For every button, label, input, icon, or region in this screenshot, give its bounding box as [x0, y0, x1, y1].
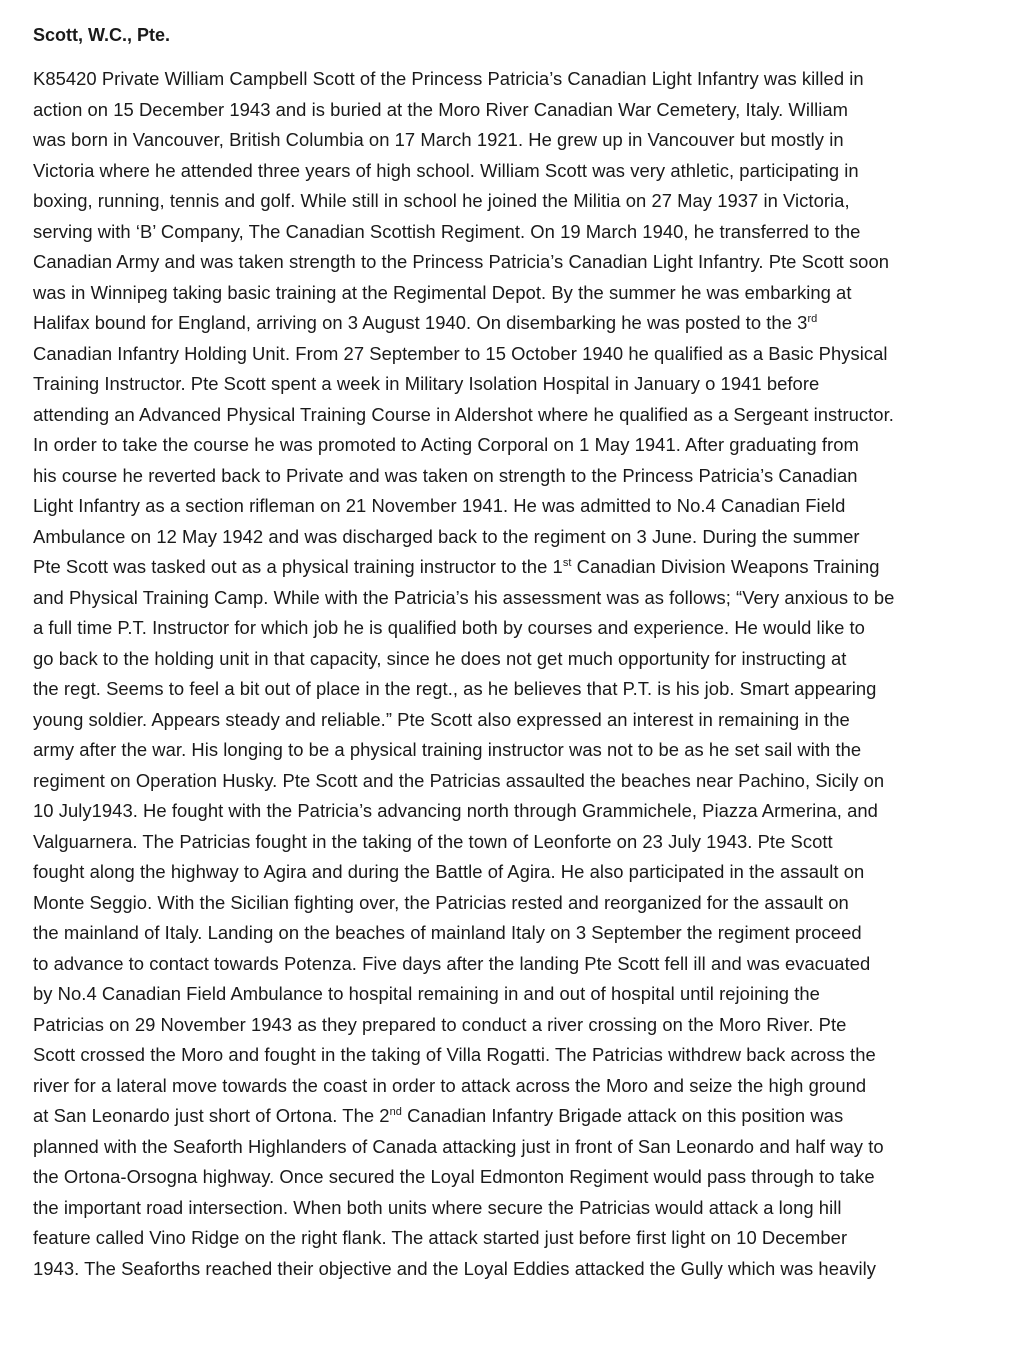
line-text: the Ortona-Orsogna highway. Once secured the Loyal Edmonton Regiment would pass through to take — [33, 1166, 875, 1187]
line-text: K85420 Private William Campbell Scott of the Princess Patricia’s Canadian Light Infantry was killed in — [33, 68, 864, 89]
line-text: was in Winnipeg taking basic training at the Regimental Depot. By the summer he was embarking at — [33, 281, 852, 303]
line-text: 10 July1943. He fought with the Patricia’s advancing north through Grammichele, Piazza Armerina, and — [33, 800, 878, 821]
line-text: young soldier. Appears steady and reliable.” Pte Scott also expressed an interest in remaining in the — [33, 708, 850, 730]
line-text: 1943. The Seaforths reached their objective and the Loyal Eddies attacked the Gully which was heavily — [33, 1257, 877, 1279]
text-line — [33, 186, 968, 217]
line-text: the important road intersection. When both units where secure the Patricias would attack a long hill — [33, 1196, 842, 1218]
text-line — [33, 705, 968, 736]
ordinal-superscript: st — [562, 557, 572, 569]
text-line — [33, 1223, 968, 1254]
ordinal-superscript: rd — [807, 313, 818, 325]
document-page — [33, 22, 968, 1284]
document-body — [33, 64, 968, 1284]
text-line — [33, 1162, 968, 1193]
line-text: Canadian Army and was taken strength to the Princess Patricia’s Canadian Light Infantry. Pte Scott soon — [33, 251, 890, 272]
text-line — [33, 64, 968, 95]
text-line — [33, 1071, 968, 1102]
line-text: a full time P.T. Instructor for which job he is qualified both by courses and experience. He would like to — [33, 617, 865, 638]
text-line — [33, 796, 968, 827]
text-line — [33, 400, 968, 431]
line-text: and Physical Training Camp. While with the Patricia’s his assessment was as follows; “Very anxious to be — [33, 586, 895, 608]
line-text: boxing, running, tennis and golf. While still in school he joined the Militia on 27 May 1937 in Victoria, — [33, 190, 850, 211]
line-text: feature called Vino Ridge on the right flank. The attack started just before first light on 10 December — [33, 1227, 848, 1248]
text-line — [33, 217, 968, 248]
text-line — [33, 857, 968, 888]
text-line — [33, 125, 968, 156]
line-text: fought along the highway to Agira and during the Battle of Agira. He also participated in the assault on — [33, 861, 865, 882]
text-line — [33, 95, 968, 126]
line-text: regiment on Operation Husky. Pte Scott and the Patricias assaulted the beaches near Pachino, Sicily on — [33, 769, 885, 791]
line-text: army after the war. His longing to be a physical training instructor was not to be as he set sail with the — [33, 739, 862, 760]
line-text: action on 15 December 1943 and is buried at the Moro River Canadian War Cemetery, Italy. William — [33, 98, 849, 120]
line-text: Pte Scott was tasked out as a physical training instructor to the 1 — [33, 556, 563, 577]
line-text: Canadian Division Weapons Training — [571, 556, 880, 577]
line-text: Patricias on 29 November 1943 as they prepared to conduct a river crossing on the Moro River. Pte — [33, 1013, 847, 1035]
text-line — [33, 613, 968, 644]
line-text: Canadian Infantry Holding Unit. From 27 September to 15 October 1940 he qualified as a Basic Physical — [33, 342, 888, 364]
text-line — [33, 583, 968, 614]
line-text: to advance to contact towards Potenza. Five days after the landing Pte Scott fell ill and was evacuated — [33, 952, 871, 974]
document-title: Scott, W.C., Pte. — [33, 25, 171, 45]
line-text: Training Instructor. Pte Scott spent a week in Military Isolation Hospital in January o 1941 before — [33, 373, 820, 394]
text-line — [33, 888, 968, 919]
line-text: Monte Seggio. With the Sicilian fighting over, the Patricias rested and reorganized for the assault on — [33, 891, 849, 913]
line-text: the regt. Seems to feel a bit out of place in the regt., as he believes that P.T. is his job. Smart appearing — [33, 678, 877, 699]
text-line — [33, 1040, 968, 1071]
text-line — [33, 735, 968, 766]
line-text: Victoria where he attended three years of high school. William Scott was very athletic, participating in — [33, 159, 859, 181]
line-text: by No.4 Canadian Field Ambulance to hospital remaining in and out of hospital until rejoining the — [33, 983, 820, 1004]
text-line — [33, 339, 968, 370]
text-line — [33, 1132, 968, 1163]
line-text: the mainland of Italy. Landing on the beaches of mainland Italy on 3 September the regiment proceed — [33, 922, 862, 943]
line-text: serving with ‘B’ Company, The Canadian Scottish Regiment. On 19 March 1940, he transferred to the — [33, 220, 861, 242]
line-text: Ambulance on 12 May 1942 and was discharged back to the regiment on 3 June. During the summer — [33, 525, 860, 547]
text-line — [33, 552, 968, 583]
line-text: attending an Advanced Physical Training Course in Aldershot where he qualified as a Sergeant instructor. — [33, 403, 894, 425]
line-text: Valguarnera. The Patricias fought in the taking of the town of Leonforte on 23 July 1943. Pte Scott — [33, 830, 833, 852]
text-line — [33, 430, 968, 461]
line-text: his course he reverted back to Private and was taken on strength to the Princess Patricia’s Canadian — [33, 464, 858, 486]
text-line — [33, 461, 968, 492]
line-text: Scott crossed the Moro and fought in the taking of Villa Rogatti. The Patricias withdrew back across the — [33, 1044, 876, 1065]
text-line — [33, 522, 968, 553]
text-line — [33, 156, 968, 187]
line-text: was born in Vancouver, British Columbia on 17 March 1921. He grew up in Vancouver but mostly in — [33, 129, 844, 150]
text-line — [33, 1193, 968, 1224]
text-line — [33, 1010, 968, 1041]
text-line — [33, 1101, 968, 1132]
text-line — [33, 1254, 968, 1285]
text-line — [33, 247, 968, 278]
line-text: Light Infantry as a section rifleman on 21 November 1941. He was admitted to No.4 Canadian Field — [33, 495, 846, 516]
text-line — [33, 674, 968, 705]
text-line — [33, 918, 968, 949]
text-line — [33, 278, 968, 309]
line-text: planned with the Seaforth Highlanders of Canada attacking just in front of San Leonardo and half way to — [33, 1135, 884, 1157]
text-line — [33, 369, 968, 400]
text-line — [33, 979, 968, 1010]
text-line — [33, 949, 968, 980]
line-text: at San Leonardo just short of Ortona. The 2 — [33, 1105, 390, 1126]
line-text: Halifax bound for England, arriving on 3 August 1940. On disembarking he was posted to the 3 — [33, 312, 808, 333]
line-text: Canadian Infantry Brigade attack on this position was — [401, 1105, 844, 1126]
text-line — [33, 644, 968, 675]
text-line — [33, 308, 968, 339]
line-text: go back to the holding unit in that capacity, since he does not get much opportunity for instructing at — [33, 647, 847, 669]
text-line — [33, 491, 968, 522]
text-line — [33, 766, 968, 797]
text-line — [33, 827, 968, 858]
line-text: river for a lateral move towards the coast in order to attack across the Moro and seize the high ground — [33, 1074, 867, 1096]
ordinal-superscript: nd — [389, 1106, 402, 1118]
line-text: In order to take the course he was promoted to Acting Corporal on 1 May 1941. After graduating from — [33, 434, 859, 455]
